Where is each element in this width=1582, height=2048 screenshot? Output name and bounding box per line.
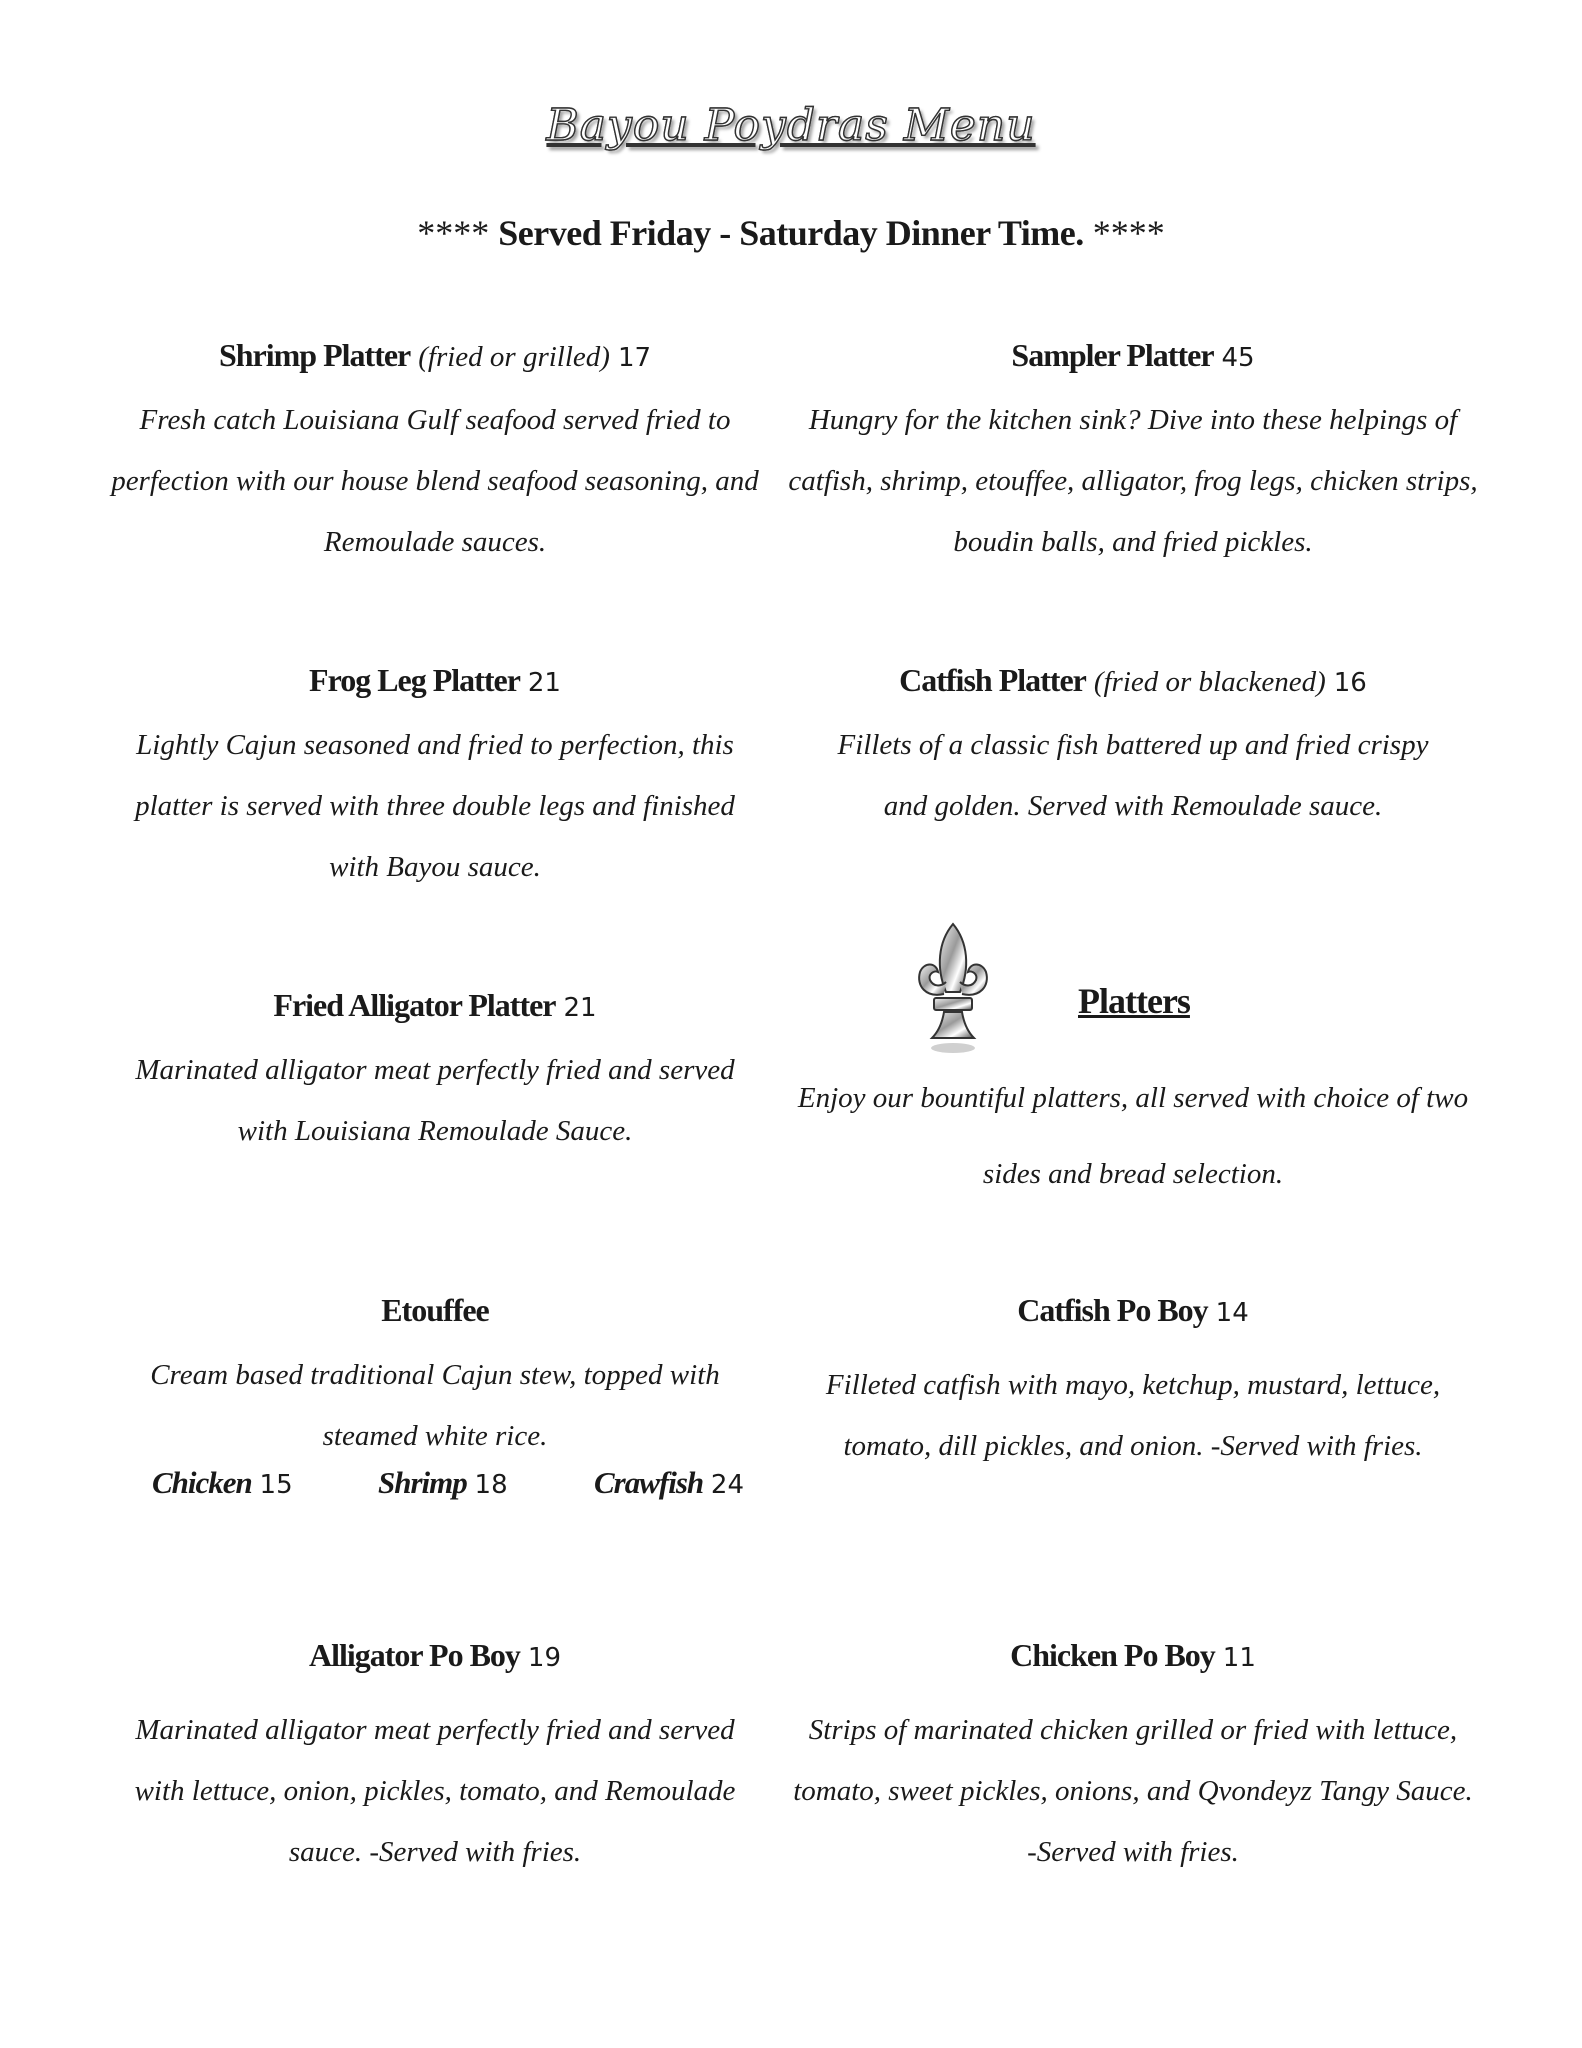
etouffee-varieties (90, 1465, 780, 1515)
fleur-de-lis-icon (908, 920, 998, 1060)
menu-item-catfish-po-boy (788, 1285, 1478, 1477)
item-note: (fried or grilled) (418, 341, 610, 373)
item-name: Catfish Platter (899, 662, 1086, 698)
item-description: Fresh catch Louisiana Gulf seafood served fried to perfection with our house blend seafood seasoning, and Remoulade sauces. (111, 404, 759, 558)
item-price: 11 (1222, 1643, 1256, 1673)
item-name: Shrimp Platter (218, 337, 411, 373)
subtitle-text: Served Friday - Saturday Dinner Time. (498, 213, 1084, 253)
menu-item-chicken-po-boy (788, 1630, 1478, 1883)
item-price: 14 (1215, 1298, 1249, 1328)
menu-subtitle (0, 212, 1582, 254)
variety-name: Crawfish (594, 1465, 704, 1500)
variety-chicken (152, 1465, 293, 1501)
item-description: Filleted catfish with mayo, ketchup, mustard, lettuce, tomato, dill pickles, and onion. -Served with fries. (825, 1369, 1441, 1462)
menu-title: Bayou Poydras Menu (546, 100, 1036, 151)
item-note: (fried or blackened) (1093, 666, 1326, 698)
item-price: 19 (527, 1643, 562, 1673)
item-price: 16 (1333, 668, 1367, 698)
item-price: 21 (527, 668, 561, 698)
item-name: Alligator Po Boy (308, 1637, 520, 1673)
menu-item-shrimp-platter (90, 330, 780, 573)
menu-item-catfish-platter (788, 655, 1478, 837)
variety-price: 15 (259, 1470, 293, 1500)
item-name: Chicken Po Boy (1010, 1637, 1215, 1673)
menu-item-sampler-platter (788, 330, 1478, 573)
variety-price: 18 (474, 1470, 508, 1500)
variety-name: Shrimp (378, 1465, 467, 1500)
item-price: 21 (563, 993, 597, 1023)
variety-price: 24 (710, 1470, 745, 1500)
item-description: Strips of marinated chicken grilled or fried with lettuce, tomato, sweet pickles, onions, and Qvondeyz Tangy Sauce. -Served with fries. (793, 1714, 1473, 1868)
item-description: Lightly Cajun seasoned and fried to perfection, this platter is served with three double legs and finished with Bayou sauce. (135, 729, 735, 883)
variety-name: Chicken (152, 1465, 252, 1500)
subtitle-stars-left: **** (417, 213, 490, 253)
menu-item-alligator-po-boy (90, 1630, 780, 1883)
item-price: 45 (1221, 343, 1255, 373)
menu-item-frog-leg-platter (90, 655, 780, 898)
item-description: Cream based traditional Cajun stew, topped with steamed white rice. (150, 1359, 720, 1452)
item-price: 17 (617, 343, 652, 373)
menu-item-fried-alligator-platter (90, 980, 780, 1162)
item-description: Fillets of a classic fish battered up and fried crispy and golden. Served with Remoulade sauce. (837, 729, 1429, 822)
variety-shrimp (378, 1465, 508, 1501)
menu-item-etouffee (90, 1285, 780, 1467)
subtitle-stars-right: **** (1092, 213, 1165, 253)
item-name: Catfish Po Boy (1017, 1292, 1208, 1328)
item-name: Sampler Platter (1011, 337, 1214, 373)
item-description: Hungry for the kitchen sink? Dive into these helpings of catfish, shrimp, etouffee, alligator, frog legs, chicken strips, boudin balls, and fried pickles. (788, 404, 1478, 558)
item-description: Marinated alligator meat perfectly fried and served with Louisiana Remoulade Sauce. (135, 1054, 735, 1147)
item-name: Etouffee (381, 1292, 489, 1328)
platters-description: Enjoy our bountiful platters, all served with choice of two sides and bread selection. (797, 1082, 1469, 1190)
item-description: Marinated alligator meat perfectly fried and served with lettuce, onion, pickles, tomato, and Remoulade sauce. -Served with fries. (134, 1714, 736, 1868)
item-name: Fried Alligator Platter (273, 987, 556, 1023)
variety-crawfish (594, 1465, 744, 1501)
platters-heading: Platters (1078, 981, 1190, 1021)
item-name: Frog Leg Platter (309, 662, 520, 698)
